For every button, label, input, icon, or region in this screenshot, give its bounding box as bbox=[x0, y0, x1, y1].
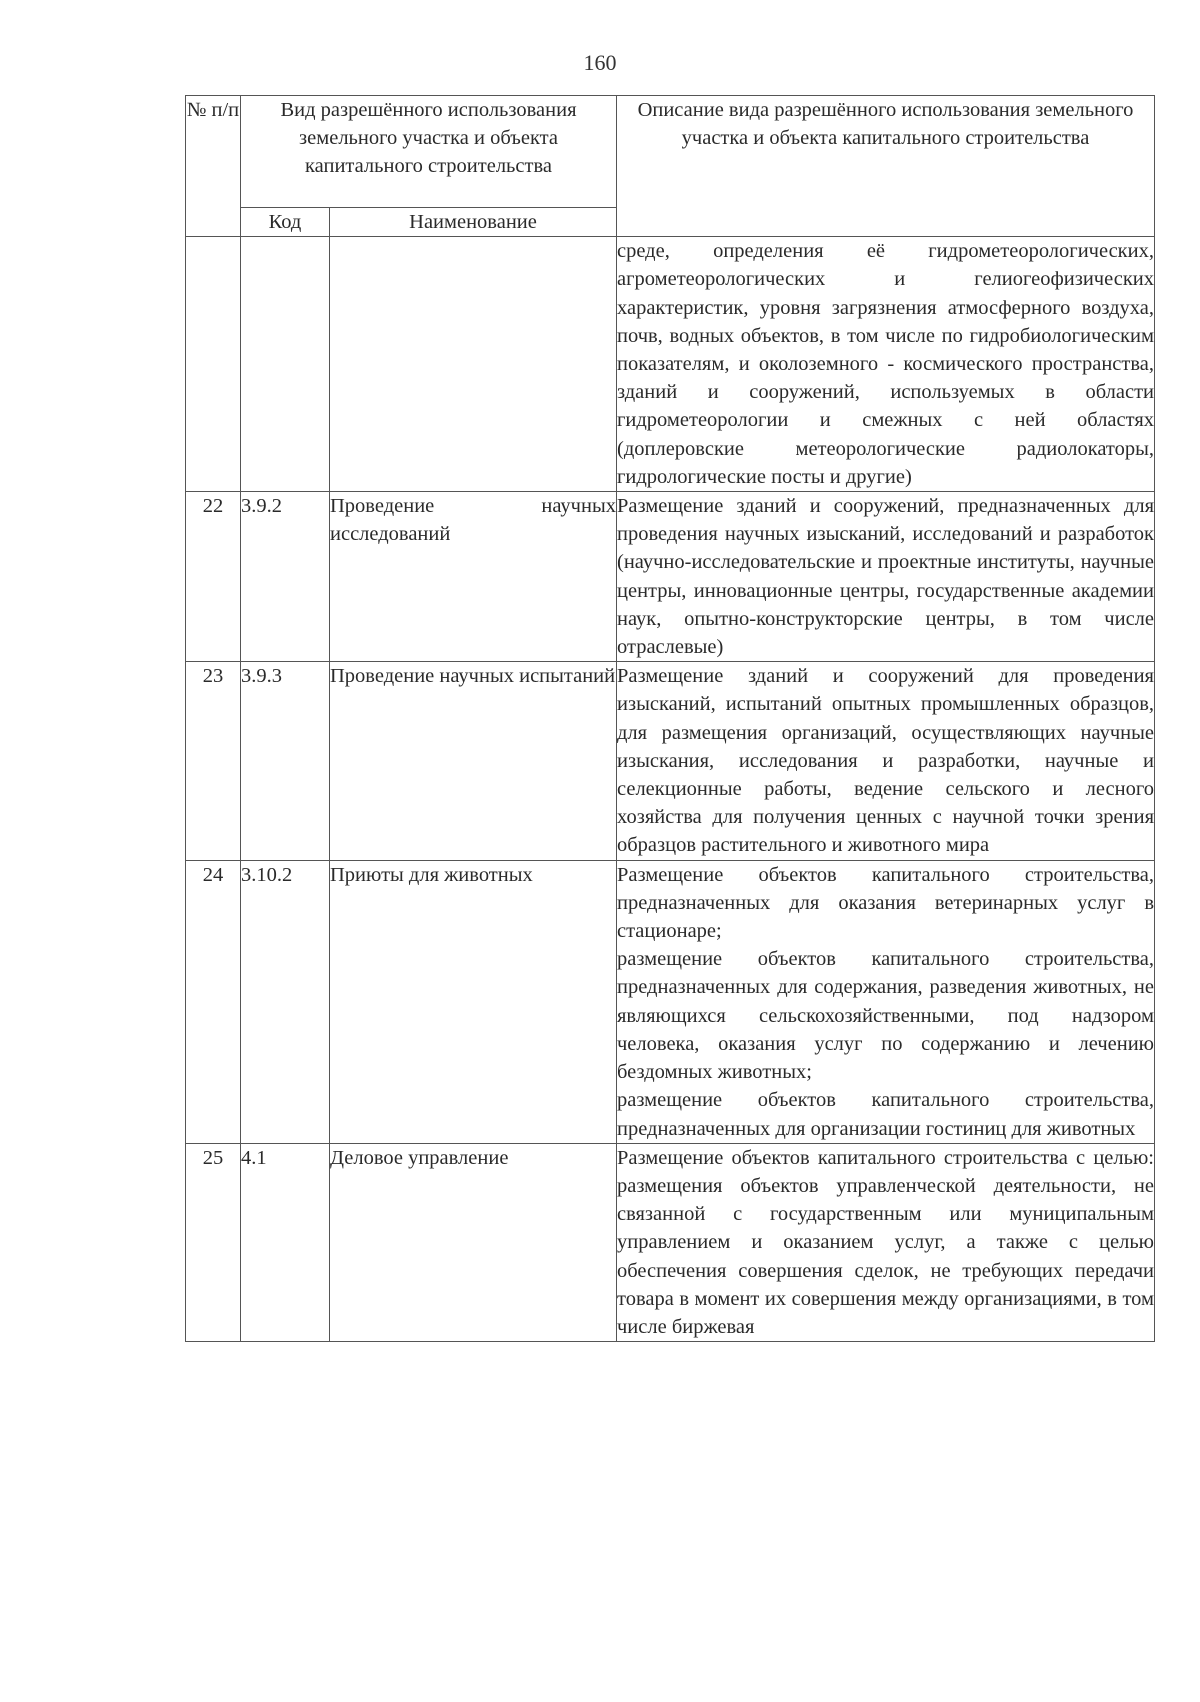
row-number: 24 bbox=[186, 860, 241, 1143]
row-description bbox=[617, 662, 1155, 860]
header-group: Вид разрешённого использования земельного участка и объекта капитального строительства bbox=[241, 96, 617, 208]
header-name: Наименование bbox=[330, 208, 617, 237]
page-number: 160 bbox=[583, 50, 617, 75]
table-row bbox=[186, 662, 1155, 860]
land-use-table bbox=[185, 95, 1155, 1342]
row-description bbox=[617, 237, 1155, 492]
row-name: Проведение научных испытаний bbox=[330, 662, 617, 860]
row-name: Проведение научных исследований bbox=[330, 492, 617, 662]
row-number: 22 bbox=[186, 492, 241, 662]
row-code: 3.10.2 bbox=[241, 860, 330, 1143]
header-num: № п/п bbox=[186, 96, 241, 237]
table-row bbox=[186, 860, 1155, 1143]
description-paragraph: размещение объектов капитального строительства, предназначенных для организации гостиниц для животных bbox=[617, 1089, 1154, 1140]
table-row bbox=[186, 492, 1155, 662]
row-description bbox=[617, 492, 1155, 662]
table-row bbox=[186, 1143, 1155, 1341]
table-body bbox=[186, 237, 1155, 1342]
description-paragraph: Размещение зданий и сооружений, предназначенных для проведения научных изысканий, исследований и разработок (научно-исследовательские и проектные институты, научные центры, инновационные центры, государственные академии наук, опытно-конструкторские центры, в том числе отраслевые) bbox=[617, 495, 1154, 659]
row-name: Приюты для животных bbox=[330, 860, 617, 1143]
description-paragraph: Размещение объектов капитального строительства, предназначенных для оказания ветеринарных услуг в стационаре; bbox=[617, 863, 1154, 943]
description-paragraph: Размещение объектов капитального строительства с целью: размещения объектов управленческой деятельности, не связанной с государственным или муниципальным управлением и оказанием услуг, а также с целью обеспечения совершения сделок, не требующих передачи товара в момент их совершения между организациями, в том числе биржевая bbox=[617, 1146, 1154, 1338]
description-paragraph: среде, определения её гидрометеорологических, агрометеорологических и гелиогеофизических характеристик, уровня загрязнения атмосферного воздуха, почв, водных объектов, в том числе по гидробиологическим показателям, и околоземного - космического пространства, зданий и сооружений, используемых в области гидрометеорологии и смежных с ней областях (доплеровские метеорологические радиолокаторы, гидрологические посты и другие) bbox=[617, 240, 1154, 488]
row-code: 3.9.2 bbox=[241, 492, 330, 662]
row-description bbox=[617, 1143, 1155, 1341]
row-name: Деловое управление bbox=[330, 1143, 617, 1341]
row-number: 23 bbox=[186, 662, 241, 860]
row-name bbox=[330, 237, 617, 492]
row-code bbox=[241, 237, 330, 492]
row-number: 25 bbox=[186, 1143, 241, 1341]
header-description: Описание вида разрешённого использования земельного участка и объекта капитального строительства bbox=[617, 96, 1155, 237]
description-paragraph: размещение объектов капитального строительства, предназначенных для содержания, разведения животных, не являющихся сельскохозяйственными, под надзором человека, оказания услуг по содержанию и лечению бездомных животных; bbox=[617, 948, 1154, 1084]
header-code: Код bbox=[241, 208, 330, 237]
table-header bbox=[186, 96, 1155, 237]
table-row bbox=[186, 237, 1155, 492]
row-description bbox=[617, 860, 1155, 1143]
description-paragraph: Размещение зданий и сооружений для проведения изысканий, испытаний опытных промышленных образцов, для размещения организаций, осуществляющих научные изыскания, исследования и разработки, научные и селекционные работы, ведение сельского и лесного хозяйства для получения ценных с научной точки зрения образцов растительного и животного мира bbox=[617, 665, 1154, 857]
row-code: 4.1 bbox=[241, 1143, 330, 1341]
row-code: 3.9.3 bbox=[241, 662, 330, 860]
row-number bbox=[186, 237, 241, 492]
